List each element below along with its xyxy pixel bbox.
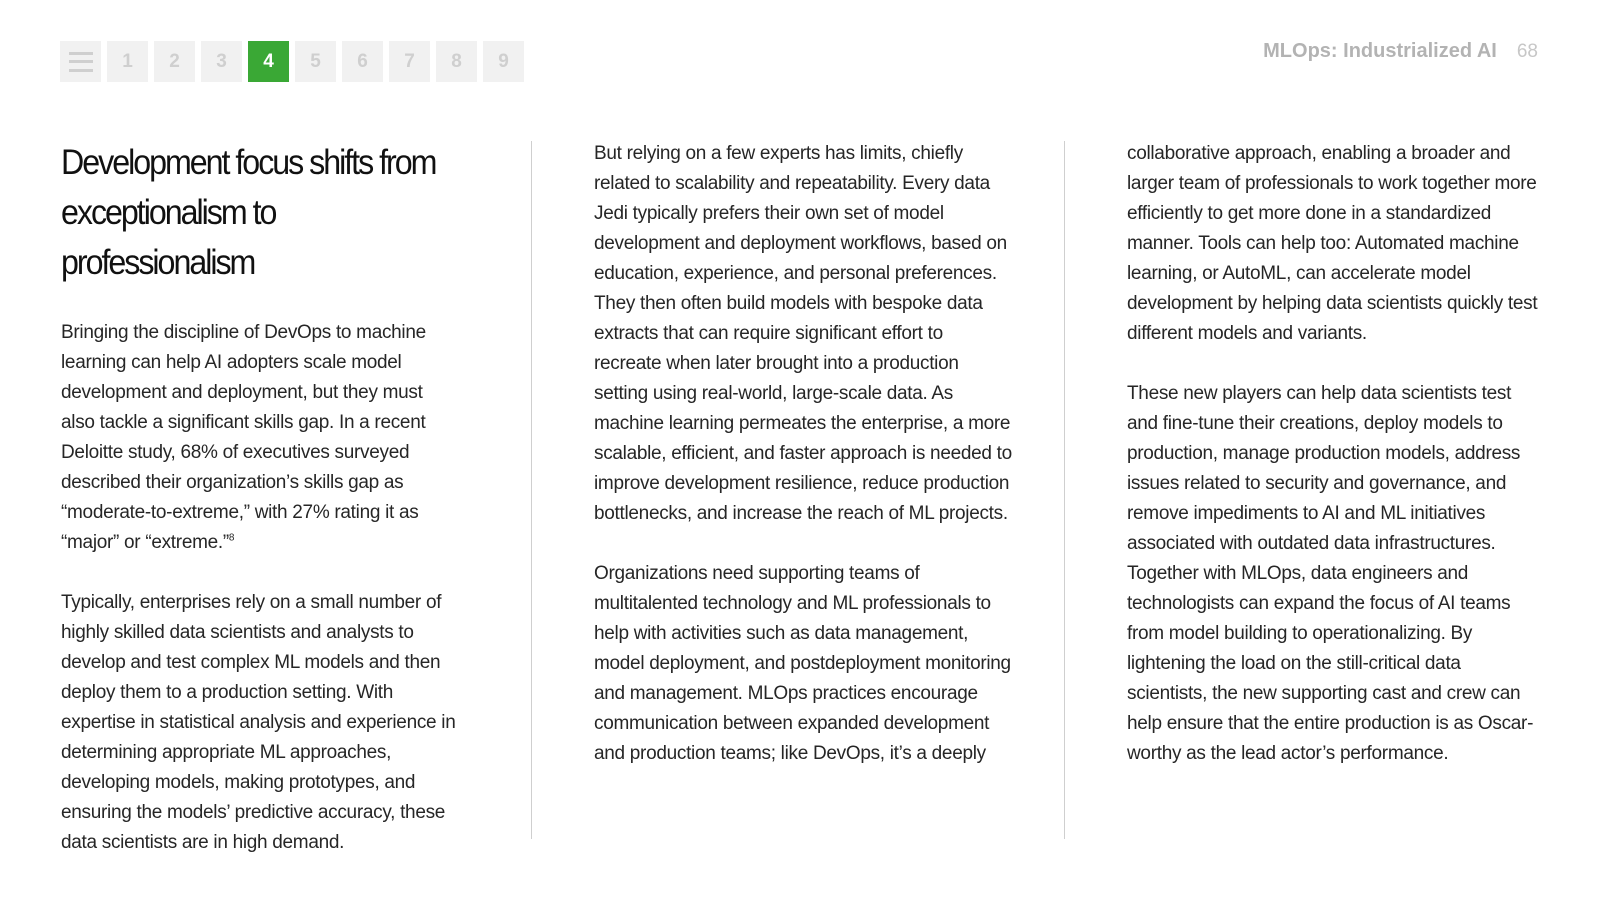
page-button-3[interactable]: 3 xyxy=(201,41,242,82)
document-header xyxy=(1263,40,1538,63)
document-title: MLOps: Industrialized AI xyxy=(1263,40,1497,62)
menu-button[interactable] xyxy=(60,41,101,82)
page-button-2[interactable]: 2 xyxy=(154,41,195,82)
paragraph-new-players: These new players can help data scientists test and fine-tune their creations, deploy models to production, manage production models, address issues related to security and governance, and remove impediments to AI and ML initiatives associated with outdated data infrastructures. Together with MLOps, data engineers and technologists can expand the focus of AI teams from model building to operationalizing. By lightening the load on the still-critical data scientists, the new supporting cast and crew can help ensure that the entire production is as Oscar-worthy as the lead actor’s performance. xyxy=(1127,383,1534,764)
page-navigation xyxy=(60,41,524,82)
footnote-marker[interactable]: 8 xyxy=(228,532,235,544)
paragraph-skills-gap-text: Bringing the discipline of DevOps to machine learning can help AI adopters scale model development and deployment, but they must also tackle a significant skills gap. In a recent Deloitte study, 68% of executives surveyed described their organization’s skills gap as “moderate-to-extreme,” with 27% rating it as “major” or “extreme.” xyxy=(61,322,426,553)
page-button-5[interactable]: 5 xyxy=(295,41,336,82)
paragraph-skills-gap xyxy=(61,318,461,558)
paragraph-expert-limits: But relying on a few experts has limits, chiefly related to scalability and repeatability. Every data Jedi typically prefers their own set of model development and deployment workflows, based on education, experience, and personal preferences. They then often build models with bespoke data extracts that can require significant effort to recreate when later brought into a production setting using real-world, large-scale data. As machine learning permeates the enterprise, a more scalable, efficient, and faster approach is needed to improve development resilience, reduce production bottlenecks, and increase the reach of ML projects. xyxy=(594,143,1012,524)
column-3 xyxy=(1127,138,1542,769)
column-divider-1 xyxy=(531,141,532,839)
column-1 xyxy=(61,138,461,858)
page-button-1[interactable]: 1 xyxy=(107,41,148,82)
column-2 xyxy=(594,138,1014,769)
page-button-6[interactable]: 6 xyxy=(342,41,383,82)
menu-icon xyxy=(69,52,93,72)
paragraph-data-scientists: Typically, enterprises rely on a small number of highly skilled data scientists and analysts to develop and test complex ML models and then deploy them to a production setting. With expertise in statistical analysis and experience in determining appropriate ML approaches, developing models, making prototypes, and ensuring the models’ predictive accuracy, these data scientists are in high demand. xyxy=(61,592,456,853)
article-heading: Development focus shifts from exceptionalism to professionalism xyxy=(61,143,436,282)
page-number: 68 xyxy=(1516,41,1538,62)
page-button-7[interactable]: 7 xyxy=(389,41,430,82)
paragraph-supporting-teams: Organizations need supporting teams of multitalented technology and ML professionals to help with activities such as data management, model deployment, and postdeployment monitoring and management. MLOps practices encourage communication between expanded development and production teams; like DevOps, it’s a deeply xyxy=(594,563,1011,764)
page-button-9[interactable]: 9 xyxy=(483,41,524,82)
column-divider-2 xyxy=(1064,141,1065,839)
paragraph-collaborative-approach: collaborative approach, enabling a broader and larger team of professionals to work together more efficiently to get more done in a standardized manner. Tools can help too: Automated machine learning, or AutoML, can accelerate model development by helping data scientists quickly test different models and variants. xyxy=(1127,143,1538,344)
page-button-8[interactable]: 8 xyxy=(436,41,477,82)
page-button-4-active[interactable]: 4 xyxy=(248,41,289,82)
